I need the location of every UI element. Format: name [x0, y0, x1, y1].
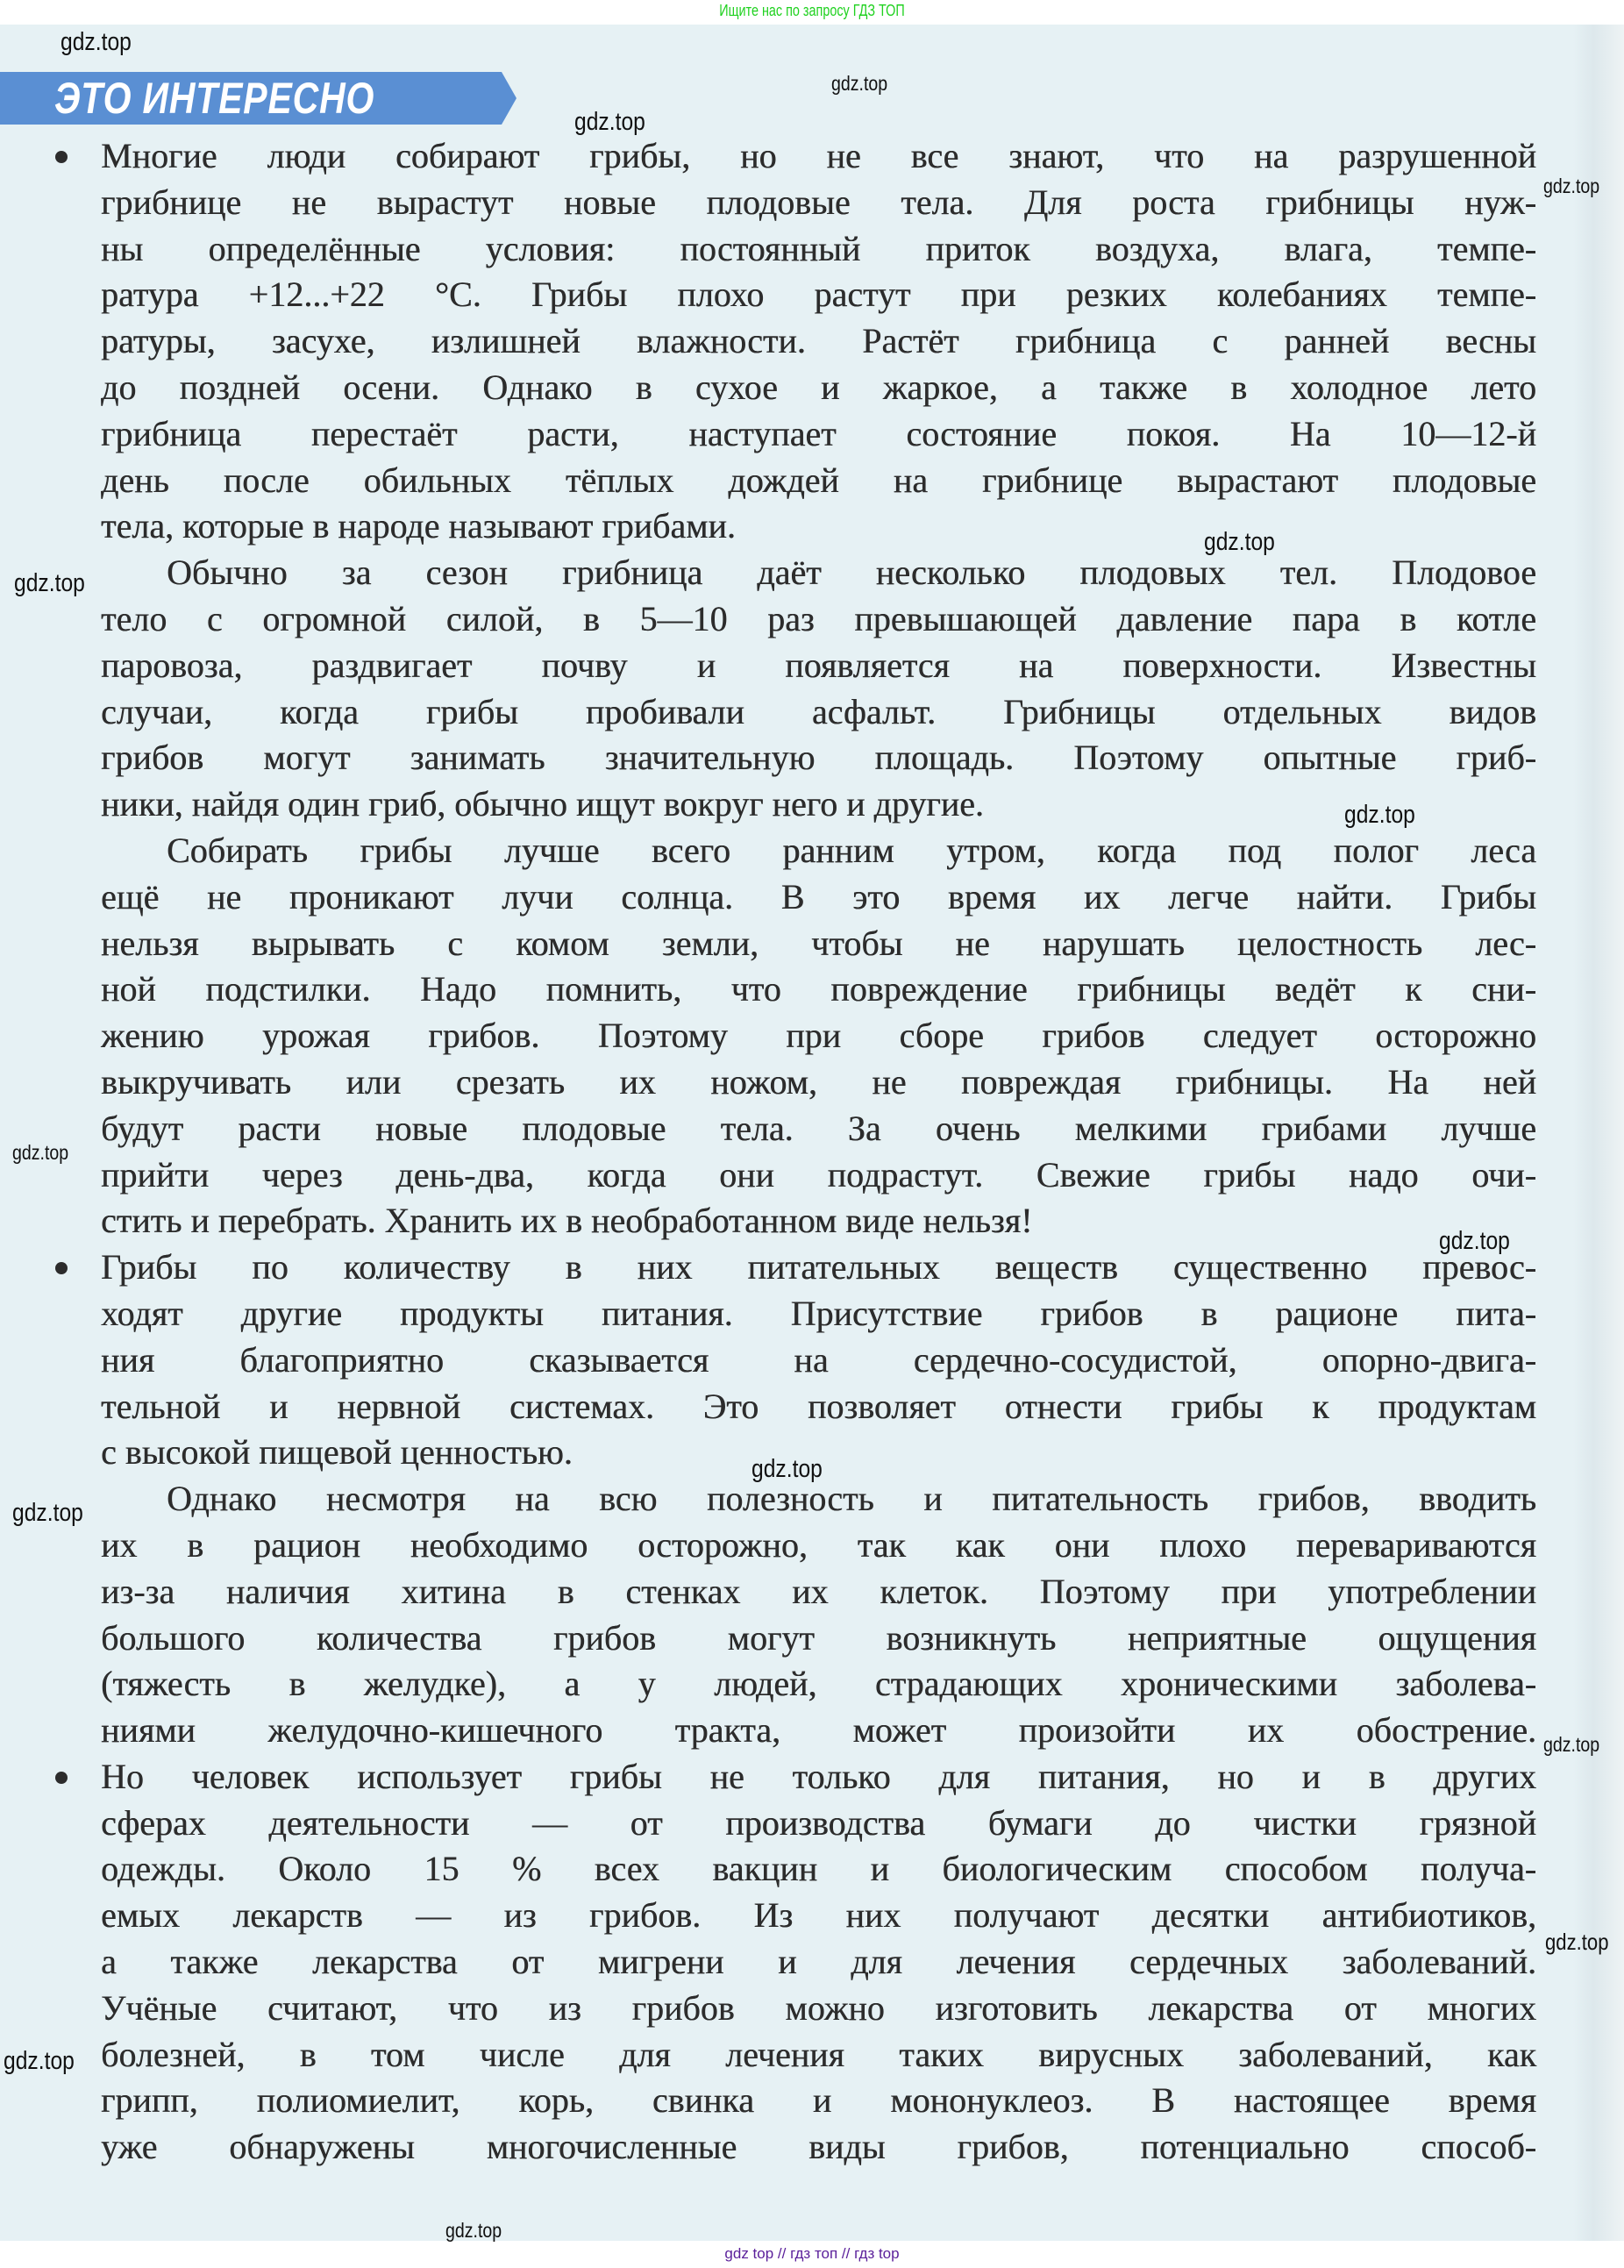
watermark: gdz.top: [12, 1141, 69, 1164]
text-line: ниями желудочно-кишечного тракта, может произойти их обострение.: [101, 1710, 1536, 1751]
text-line: нельзя вырывать с комом земли, чтобы не нарушать целостность лес-: [101, 923, 1536, 963]
text-line: Учёные считают, что из грибов можно изготовить лекарства от многих: [101, 1987, 1536, 2028]
text-line: тельной и нервной системах. Это позволяет отнести грибы к продуктам: [101, 1386, 1536, 1426]
article-body: [101, 133, 1536, 2171]
text-line: ходят другие продукты питания. Присутствие грибов в рационе пита-: [101, 1293, 1536, 1333]
text-line: (тяжесть в желудке), а у людей, страдающих хроническими заболева-: [101, 1664, 1536, 1704]
text-line: грибница перестаёт расти, наступает состояние покоя. На 10—12-й: [101, 413, 1536, 453]
paragraph: [101, 1476, 1536, 1754]
watermark: gdz.top: [14, 569, 85, 597]
watermark: gdz.top: [1439, 1227, 1510, 1255]
text-line: прийти через день-два, когда они подрастут. Свежие грибы надо очи-: [101, 1154, 1536, 1195]
text-line: ратура +12...+22 °С. Грибы плохо растут при резких колебаниях темпе-: [101, 275, 1536, 315]
text-line: Грибы по количеству в них питательных веществ существенно превос-: [101, 1247, 1536, 1287]
bullet-paragraph: [101, 1245, 1536, 1476]
bullet-icon: [55, 1772, 68, 1784]
text-line: паровоза, раздвигает почву и появляется на поверхности. Известны: [101, 645, 1536, 685]
watermark: gdz.top: [1344, 801, 1415, 829]
text-line: ратуры, засухе, излишней влажности. Растёт грибница с ранней весны: [101, 321, 1536, 361]
text-line: ники, найдя один гриб, обычно ищут вокруг него и другие.: [101, 784, 984, 824]
text-line: грибов могут занимать значительную площадь. Поэтому опытные гриб-: [101, 738, 1536, 778]
text-line: их в рацион необходимо осторожно, так как они плохо перевариваются: [101, 1524, 1536, 1565]
text-line: емых лекарств — из грибов. Из них получают десятки антибиотиков,: [101, 1895, 1536, 1936]
text-line: большого количества грибов могут возникнуть неприятные ощущения: [101, 1617, 1536, 1658]
bullet-paragraph: [101, 133, 1536, 550]
text-line: сферах деятельности — от производства бумаги до чистки грязной: [101, 1802, 1536, 1843]
section-title: ЭТО ИНТЕРЕСНО: [54, 74, 375, 123]
footer-watermark: gdz top // гдз топ // гдз top: [724, 2245, 900, 2262]
paragraph: [101, 550, 1536, 828]
page-edge: [1573, 25, 1624, 2241]
text-line: из-за наличия хитина в стенках их клеток. Поэтому при употреблении: [101, 1571, 1536, 1611]
text-line: а также лекарства от мигрени и для лечения сердечных заболеваний.: [101, 1942, 1536, 1982]
watermark: gdz.top: [831, 72, 888, 95]
paragraph: [101, 828, 1536, 1245]
watermark: gdz.top: [1545, 1929, 1609, 1955]
text-line: уже обнаружены многочисленные виды грибов, потенциально способ-: [101, 2127, 1536, 2167]
text-line: тела, которые в народе называют грибами.: [101, 506, 736, 546]
text-line: Обычно за сезон грибница даёт несколько плодовых тел. Плодовое: [167, 553, 1536, 593]
text-line: с высокой пищевой ценностью.: [101, 1432, 573, 1473]
bullet-icon: [55, 151, 68, 163]
text-line: Однако несмотря на всю полезность и питательность грибов, вводить: [167, 1479, 1536, 1519]
watermark: gdz.top: [12, 1499, 83, 1527]
text-line: ны определённые условия: постоянный приток воздуха, влага, темпе-: [101, 228, 1536, 268]
text-line: до поздней осени. Однако в сухое и жаркое, а также в холодное лето: [101, 367, 1536, 407]
watermark: gdz.top: [751, 1455, 823, 1483]
text-line: день после обильных тёплых дождей на грибнице вырастают плодовые: [101, 460, 1536, 500]
text-line: жению урожая грибов. Поэтому при сборе грибов следует осторожно: [101, 1016, 1536, 1056]
watermark: gdz.top: [574, 108, 645, 136]
text-line: выкручивать или срезать их ножом, не повреждая грибницы. На ней: [101, 1061, 1536, 1102]
text-line: ния благоприятно сказывается на сердечно-сосудистой, опорно-двига-: [101, 1339, 1536, 1380]
text-line: грибнице не вырастут новые плодовые тела. Для роста грибницы нуж-: [101, 182, 1536, 222]
text-line: случаи, когда грибы пробивали асфальт. Грибницы отдельных видов: [101, 691, 1536, 731]
text-line: болезней, в том числе для лечения таких вирусных заболеваний, как: [101, 2034, 1536, 2074]
watermark: gdz.top: [1204, 528, 1275, 556]
text-line: грипп, полиомиелит, корь, свинка и мононуклеоз. В настоящее время: [101, 2080, 1536, 2121]
watermark: gdz.top: [1543, 1733, 1600, 1756]
text-line: ещё не проникают лучи солнца. В это время их легче найти. Грибы: [101, 876, 1536, 916]
text-line: Но человек использует грибы не только для питания, но и в других: [101, 1756, 1536, 1796]
text-line: ной подстилки. Надо помнить, что повреждение грибницы ведёт к сни-: [101, 969, 1536, 1009]
text-line: Многие люди собирают грибы, но не все знают, что на разрушенной: [101, 136, 1536, 175]
text-line: стить и перебрать. Хранить их в необработанном виде нельзя!: [101, 1201, 1033, 1241]
text-line: Собирать грибы лучше всего ранним утром, когда под полог леса: [167, 830, 1536, 870]
text-line: будут расти новые плодовые тела. За очень мелкими грибами лучше: [101, 1108, 1536, 1148]
text-line: одежды. Около 15 % всех вакцин и биологическим способом получа-: [101, 1849, 1536, 1889]
bullet-paragraph: [101, 1754, 1536, 2171]
text-line: тело с огромной силой, в 5—10 раз превышающей давление пара в котле: [101, 598, 1536, 638]
watermark: gdz.top: [1543, 175, 1600, 197]
watermark: gdz.top: [61, 28, 132, 56]
top-search-note: Ищите нас по запросу ГДЗ ТОП: [719, 2, 905, 19]
watermark: gdz.top: [4, 2047, 75, 2075]
watermark: gdz.top: [445, 2219, 502, 2242]
